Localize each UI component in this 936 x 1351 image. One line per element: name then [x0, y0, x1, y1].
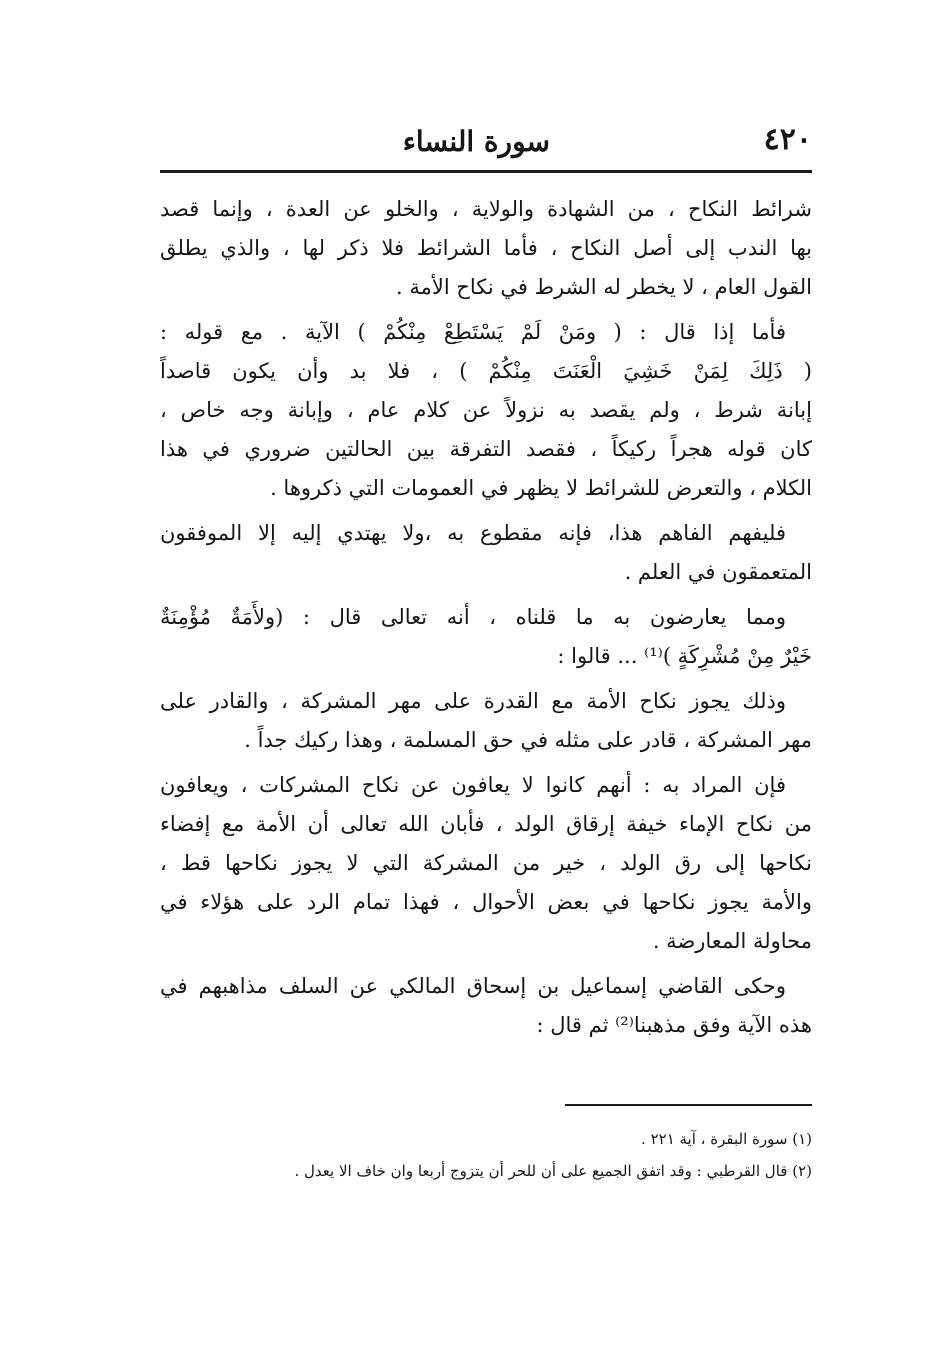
text-line: وحكى القاضي إسماعيل بن إسحاق المالكي عن السلف مذاهبهم في: [160, 974, 786, 998]
body-text: [160, 190, 812, 1051]
text-line: وذلك يجوز نكاح الأمة مع القدرة على مهر المشركة ، والقادر على: [160, 689, 786, 713]
text-line: محاولة المعارضة .: [652, 929, 812, 953]
paragraph: [160, 313, 812, 508]
paragraph: [160, 598, 812, 676]
text-line: بها الندب إلى أصل النكاح ، فأما الشرائط فلا ذكر لها ، والذي يطلق: [160, 236, 812, 260]
text-line: من نكاح الإماء خيفة إرقاق الولد ، فأبان الله تعالى أن الأمة مع إفضاء: [160, 812, 812, 836]
paragraph: [160, 967, 812, 1045]
page-number: ٤٢٠: [763, 122, 812, 157]
footnote: (٢) قال القرطبي : وقد اتفق الجميع على أن للحر أن يتزوج أربعا وان خاف الا يعدل .: [294, 1162, 812, 1180]
paragraph: [160, 514, 812, 592]
text-line: الكلام ، والتعرض للشرائط لا يظهر في العمومات التي ذكروها .: [270, 476, 812, 500]
text-line: فليفهم الفاهم هذا، فإنه مقطوع به ،ولا يهتدي إليه إلا الموفقون: [160, 521, 786, 545]
paragraph: [160, 682, 812, 760]
text-line: شرائط النكاح ، من الشهادة والولاية ، والخلو عن العدة ، وإنما قصد: [160, 197, 812, 221]
text-line: القول العام ، لا يخطر له الشرط في نكاح الأمة .: [395, 275, 812, 299]
text-line: كان قوله هجراً ركيكاً ، فقصد التفرقة بين الحالتين ضروري في هذا: [160, 437, 812, 461]
text-line: ومما يعارضون به ما قلناه ، أنه تعالى قال : (ولأَمَةٌ مُؤْمِنَةٌ: [160, 605, 786, 629]
footnote-rule: [565, 1104, 812, 1106]
text-line: والأمة يجوز نكاحها في بعض الأحوال ، فهذا تمام الرد على هؤلاء في: [160, 890, 812, 914]
text-line: مهر المشركة ، قادر على مثله في حق المسلمة ، وهذا ركيك جداً .: [244, 728, 812, 752]
text-line: ( ذَلِكَ لِمَنْ خَشِيَ الْعَنَتَ مِنْكُمْ ) ، فلا بد وأن يكون قاصداً: [160, 359, 812, 383]
text-line: المتعمقون في العلم .: [624, 560, 812, 584]
header-rule: [160, 170, 812, 173]
paragraph: [160, 766, 812, 961]
text-line: فأما إذا قال : ( ومَنْ لَمْ يَسْتَطِعْ مِنْكُمْ ) الآية . مع قوله :: [160, 320, 786, 344]
footnotes: [140, 1123, 812, 1187]
text-line: خَيْرٌ مِنْ مُشْرِكَةٍ )⁽¹⁾ ... قالوا :: [557, 644, 812, 668]
paragraph: [160, 190, 812, 307]
running-title: سورة النساء: [402, 125, 550, 158]
text-line: نكاحها إلى رق الولد ، خير من المشركة التي لا يجوز نكاحها قط ،: [160, 851, 812, 875]
footnote: (١) سورة البقرة ، آية ٢٢١ .: [641, 1130, 812, 1148]
text-line: فإن المراد به : أنهم كانوا لا يعافون عن نكاح المشركات ، ويعافون: [160, 773, 786, 797]
page-header: [160, 118, 812, 166]
text-line: هذه الآية وفق مذهبنا⁽²⁾ ثم قال :: [536, 1013, 812, 1037]
text-line: إبانة شرط ، ولم يقصد به نزولاً عن كلام عام ، وإبانة وجه خاص ،: [160, 398, 812, 422]
